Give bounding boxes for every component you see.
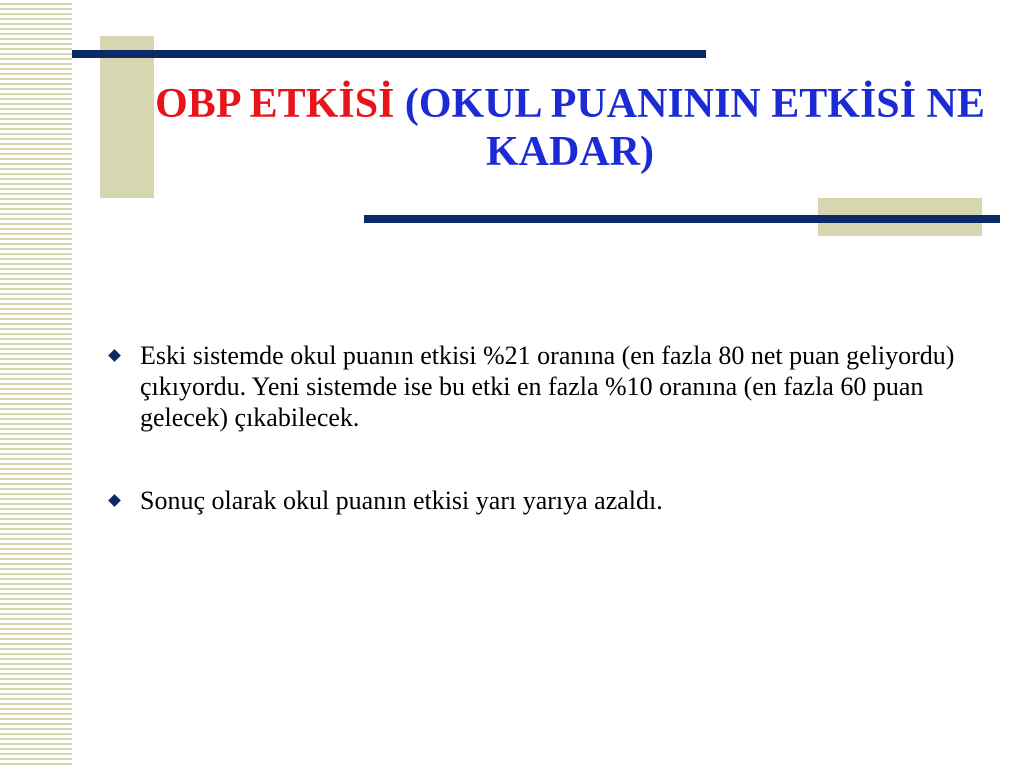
bullet-item — [108, 485, 958, 516]
bullet-text: Eski sistemde okul puanın etkisi %21 oranına (en fazla 80 net puan geliyordu) çıkıyordu. Yeni sistemde ise bu etki en fazla %10 oranına (en fazla 60 puan gelecek) çıkabilecek. — [140, 341, 955, 432]
diamond-bullet-icon — [108, 494, 121, 507]
slide-title-highlight: OBP ETKİSİ — [155, 81, 395, 127]
bottom-divider-line — [364, 215, 1000, 223]
bullet-item — [108, 340, 958, 433]
bullet-list — [108, 340, 958, 568]
slide-title — [150, 80, 990, 176]
top-divider-line — [72, 50, 706, 58]
left-striped-border — [0, 0, 72, 768]
top-accent-block — [100, 36, 154, 198]
bullet-text: Sonuç olarak okul puanın etkisi yarı yarıya azaldı. — [140, 486, 663, 515]
diamond-bullet-icon — [108, 349, 121, 362]
slide-title-rest: (OKUL PUANININ ETKİSİ NE KADAR) — [394, 81, 985, 175]
